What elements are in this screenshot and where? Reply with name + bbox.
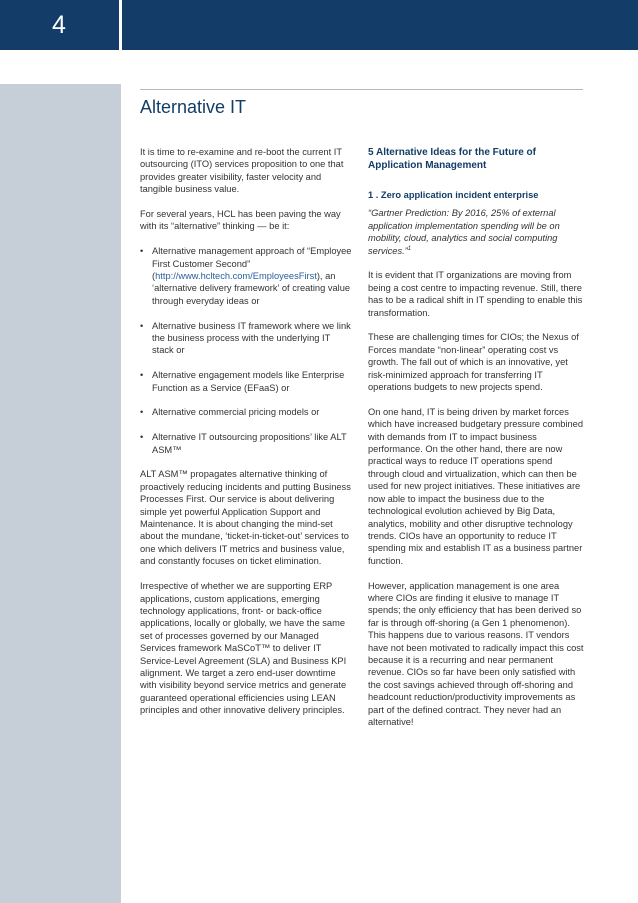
bullet-text: ), an ‘alternative delivery framework’ of creating value through everyday ideas or [152, 271, 351, 306]
intro-paragraph: It is time to re-examine and re-boot the current IT outsourcing (ITO) services proposition to one that provides greater visibility, faster velocity and tangible business value. [140, 147, 344, 195]
left-column [140, 146, 353, 729]
ideas-heading: 5 Alternative Ideas for the Future of Application Management [368, 147, 536, 171]
challenging-times-paragraph: These are challenging times for CIOs; the Nexus of Forces mandate “non-linear” operating cost vs growth. The fall out of which is an innovative, yet risk-minimized approach for transferring IT operations budgets to new projects spend. [368, 332, 579, 393]
idea-subheading: 1 . Zero application incident enterprise [368, 190, 539, 200]
left-sidebar-panel [0, 84, 121, 903]
quote-text: “Gartner Prediction: By 2016, 25% of external application implementation spending will be on mobility, cloud, analytics and social computing services.” [368, 208, 560, 256]
title-rule [140, 89, 583, 90]
bullet-text: Alternative management approach of “Employee First Customer Second” ( [152, 246, 352, 282]
gartner-quote [368, 207, 586, 257]
alternative-thinking-paragraph: For several years, HCL has been paving the way with its “alternative” thinking — be it: [140, 209, 341, 232]
employees-first-link[interactable]: http://www.hcltech.com/EmployeesFirst [155, 271, 317, 282]
list-item: • Alternative IT outsourcing propositions’ like ALT ASM™ [140, 431, 353, 456]
alt-asm-paragraph: ALT ASM™ propagates alternative thinking of proactively reducing incidents and putting Business Processes First. Our service is about delivering simple yet powerful Application Support and Maintenance. It is about changing the mind-set about the mundane, ‘ticket-in-ticket-out’ services to one which delivers IT metrics and business value, and constantly focuses on ticket elimination. [140, 469, 351, 567]
section-title: Alternative IT [140, 97, 247, 117]
banner-divider [119, 0, 122, 50]
cost-centre-paragraph: It is evident that IT organizations are moving from being a cost centre to impacting revenue. Still, there has to be a radical shift in IT spending to enable this transformation. [368, 270, 583, 318]
irrespective-paragraph: Irrespective of whether we are supporting ERP applications, custom applications, emerging technology applications, front- or back-office applications, locally or globally, we have the same set of processes governed by our Managed Services framework MaSCoT™ to deliver IT Service-Level Agreement (SLA) and Business KPI alignment. We target a zero end-user downtime with visibility beyond service metrics and generate guaranteed operational efficiencies using LEAN principles and other innovative delivery principles. [140, 581, 347, 716]
market-forces-paragraph: On one hand, IT is being driven by market forces which have increased budgetary pressure combined with demands from IT to impact business performance. On the other hand, there are now practical ways to reduce IT operations spend through cloud and virtualization, which can then be used for new project initiatives. These initiatives are now able to impact the business due to the technological evolution achieved by Big Data, analytics, mobility and other disruptive technology trends. CIOs have an opportunity to reduce IT spending mix and establish IT as a business partner function. [368, 406, 583, 566]
list-item: • Alternative engagement models like Enterprise Function as a Service (EFaaS) or [140, 369, 353, 394]
list-item: • Alternative business IT framework where we link the business process with the underlying IT stack or [140, 320, 353, 357]
page-number: 4 [52, 11, 66, 39]
top-banner [0, 0, 638, 50]
right-column [368, 146, 586, 741]
list-item: • Alternative commercial pricing models or [140, 406, 353, 418]
footnote-marker: 1 [407, 245, 412, 252]
application-management-paragraph: However, application management is one area where CIOs are finding it elusive to manage IT spends; the only efficiency that has been derived so far is through off-shoring (a Gen 1 phenomenon). This happens due to various reasons. IT vendors have not been motivated to radically impact this cost because it is a recurring and near permanent revenue. CIOs so far have been only satisfied with the cost savings achieved through off-shoring and headcount reduction/productivity improvements as part of the defined contract. They never had an alternative! [368, 580, 584, 727]
list-item [140, 245, 353, 307]
alternatives-list [140, 245, 353, 456]
